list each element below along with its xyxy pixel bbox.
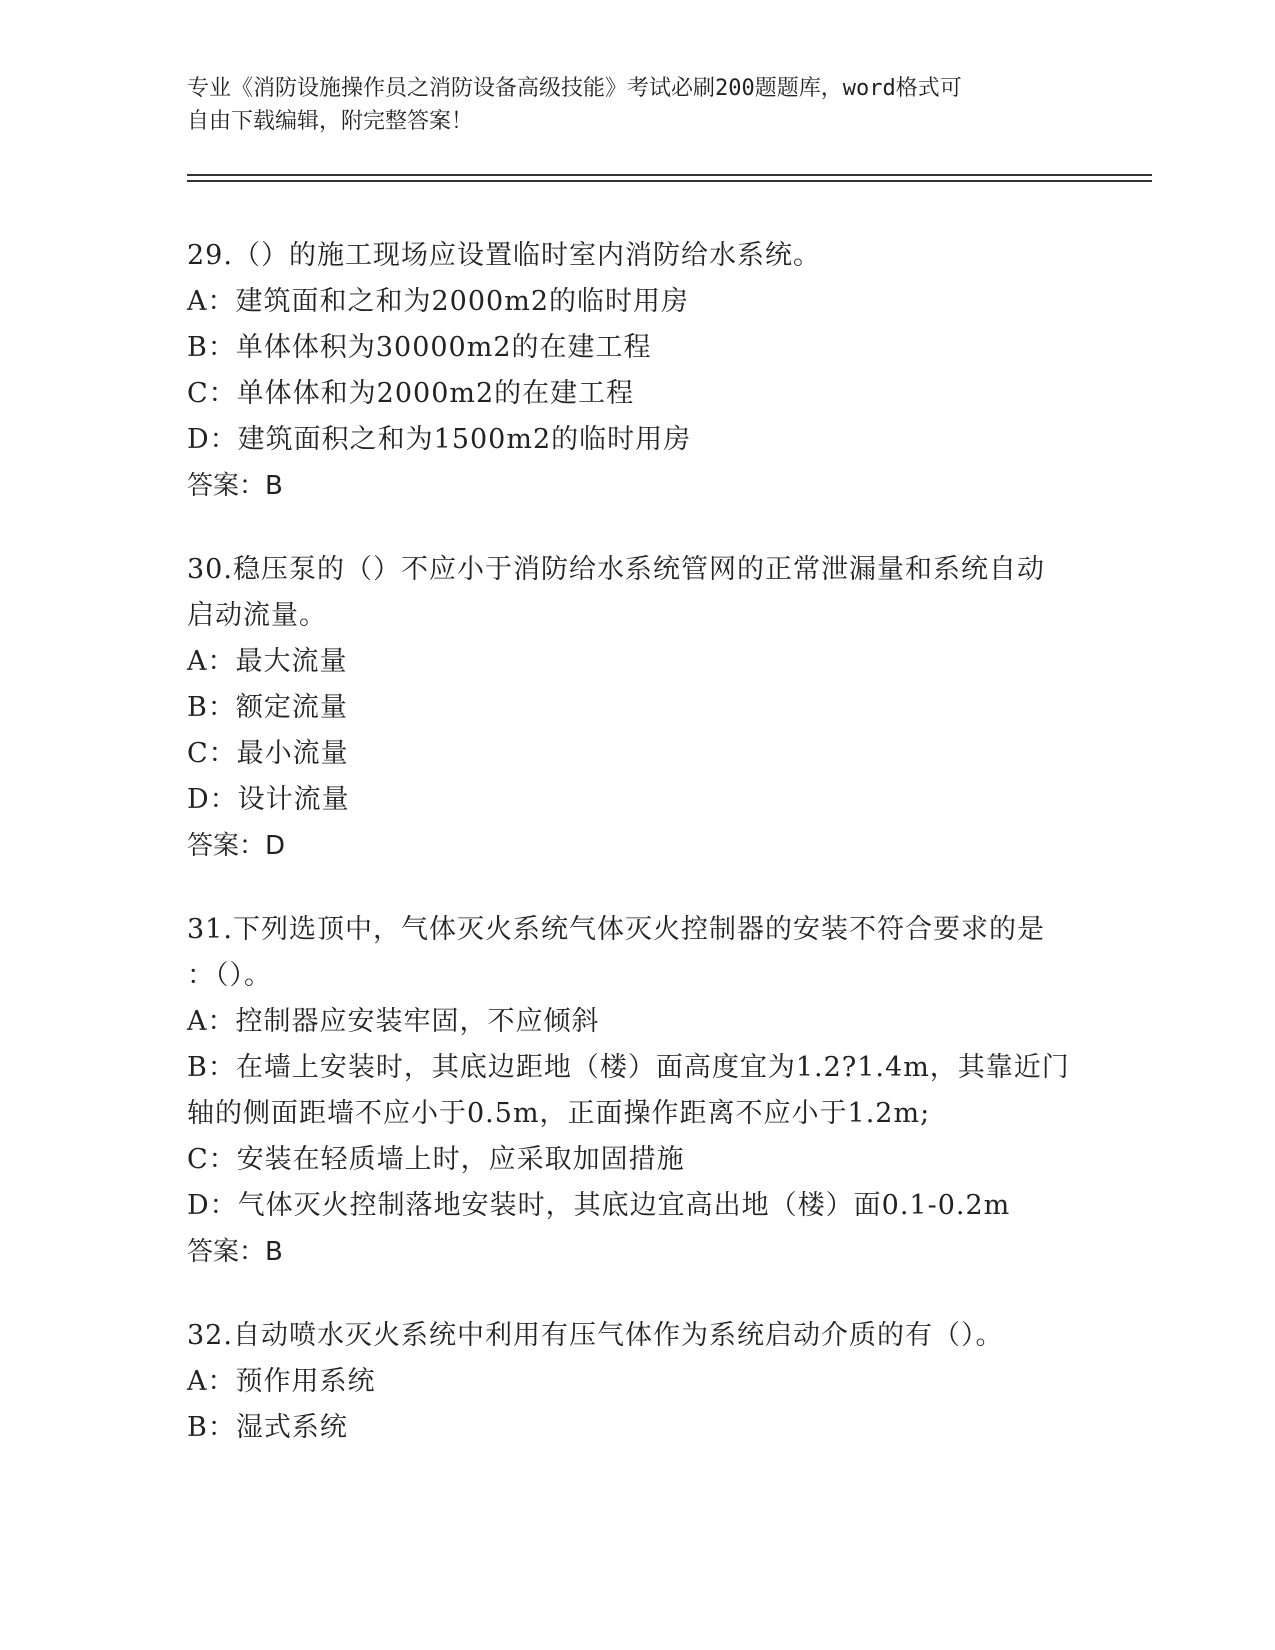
answer: 答案：B bbox=[187, 471, 283, 501]
answer: 答案：B bbox=[187, 1237, 283, 1267]
option-a: A：建筑面和之和为2000m2的临时用房 bbox=[187, 286, 689, 317]
option-c: C：安装在轻质墙上时，应采取加固措施 bbox=[187, 1144, 685, 1175]
question-29 bbox=[187, 233, 1087, 509]
question-stem: 29.（）的施工现场应设置临时室内消防给水系统。 bbox=[187, 240, 821, 271]
option-b: B：额定流量 bbox=[187, 692, 348, 723]
option-c: C：最小流量 bbox=[187, 738, 349, 769]
answer: 答案：D bbox=[187, 831, 286, 861]
option-a: A：最大流量 bbox=[187, 646, 348, 677]
question-stem: 30.稳压泵的（）不应小于消防给水系统管网的正常泄漏量和系统自动 bbox=[187, 554, 1045, 585]
option-d: D：设计流量 bbox=[187, 784, 350, 815]
document-header bbox=[187, 72, 1067, 138]
question-32 bbox=[187, 1313, 1087, 1451]
option-d: D：气体灭火控制落地安装时，其底边宜高出地（楼）面0.1-0.2m bbox=[187, 1190, 1011, 1221]
header-line-2: 自由下载编辑，附完整答案！ bbox=[187, 109, 474, 134]
question-31 bbox=[187, 907, 1087, 1275]
question-stem: 32.自动喷水灭火系统中利用有压气体作为系统启动介质的有（）。 bbox=[187, 1320, 1004, 1351]
option-b: B：在墙上安装时，其底边距地（楼）面高度宜为1.2?1.4m，其靠近门 bbox=[187, 1052, 1070, 1083]
question-stem-continued: 启动流量。 bbox=[187, 600, 327, 631]
option-a: A：控制器应安装牢固，不应倾斜 bbox=[187, 1006, 600, 1037]
option-d: D：建筑面积之和为1500m2的临时用房 bbox=[187, 424, 692, 455]
option-b: B：单体体积为30000m2的在建工程 bbox=[187, 332, 652, 363]
question-stem: 31.下列选顶中，气体灭火系统气体灭火控制器的安装不符合要求的是 bbox=[187, 914, 1045, 945]
option-c: C：单体体和为2000m2的在建工程 bbox=[187, 378, 635, 409]
question-30 bbox=[187, 547, 1087, 869]
question-list bbox=[187, 233, 1087, 1489]
option-b: B：湿式系统 bbox=[187, 1412, 348, 1443]
option-b-continued: 轴的侧面距墙不应小于0.5m，正面操作距离不应小于1.2m; bbox=[187, 1098, 931, 1129]
header-rule-bottom bbox=[187, 180, 1152, 182]
header-line-1: 专业《消防设施操作员之消防设备高级技能》考试必刷200题题库，word格式可 bbox=[187, 76, 962, 101]
question-stem-continued: ：（）。 bbox=[187, 960, 272, 991]
option-a: A：预作用系统 bbox=[187, 1366, 376, 1397]
header-rule-top bbox=[187, 174, 1152, 176]
